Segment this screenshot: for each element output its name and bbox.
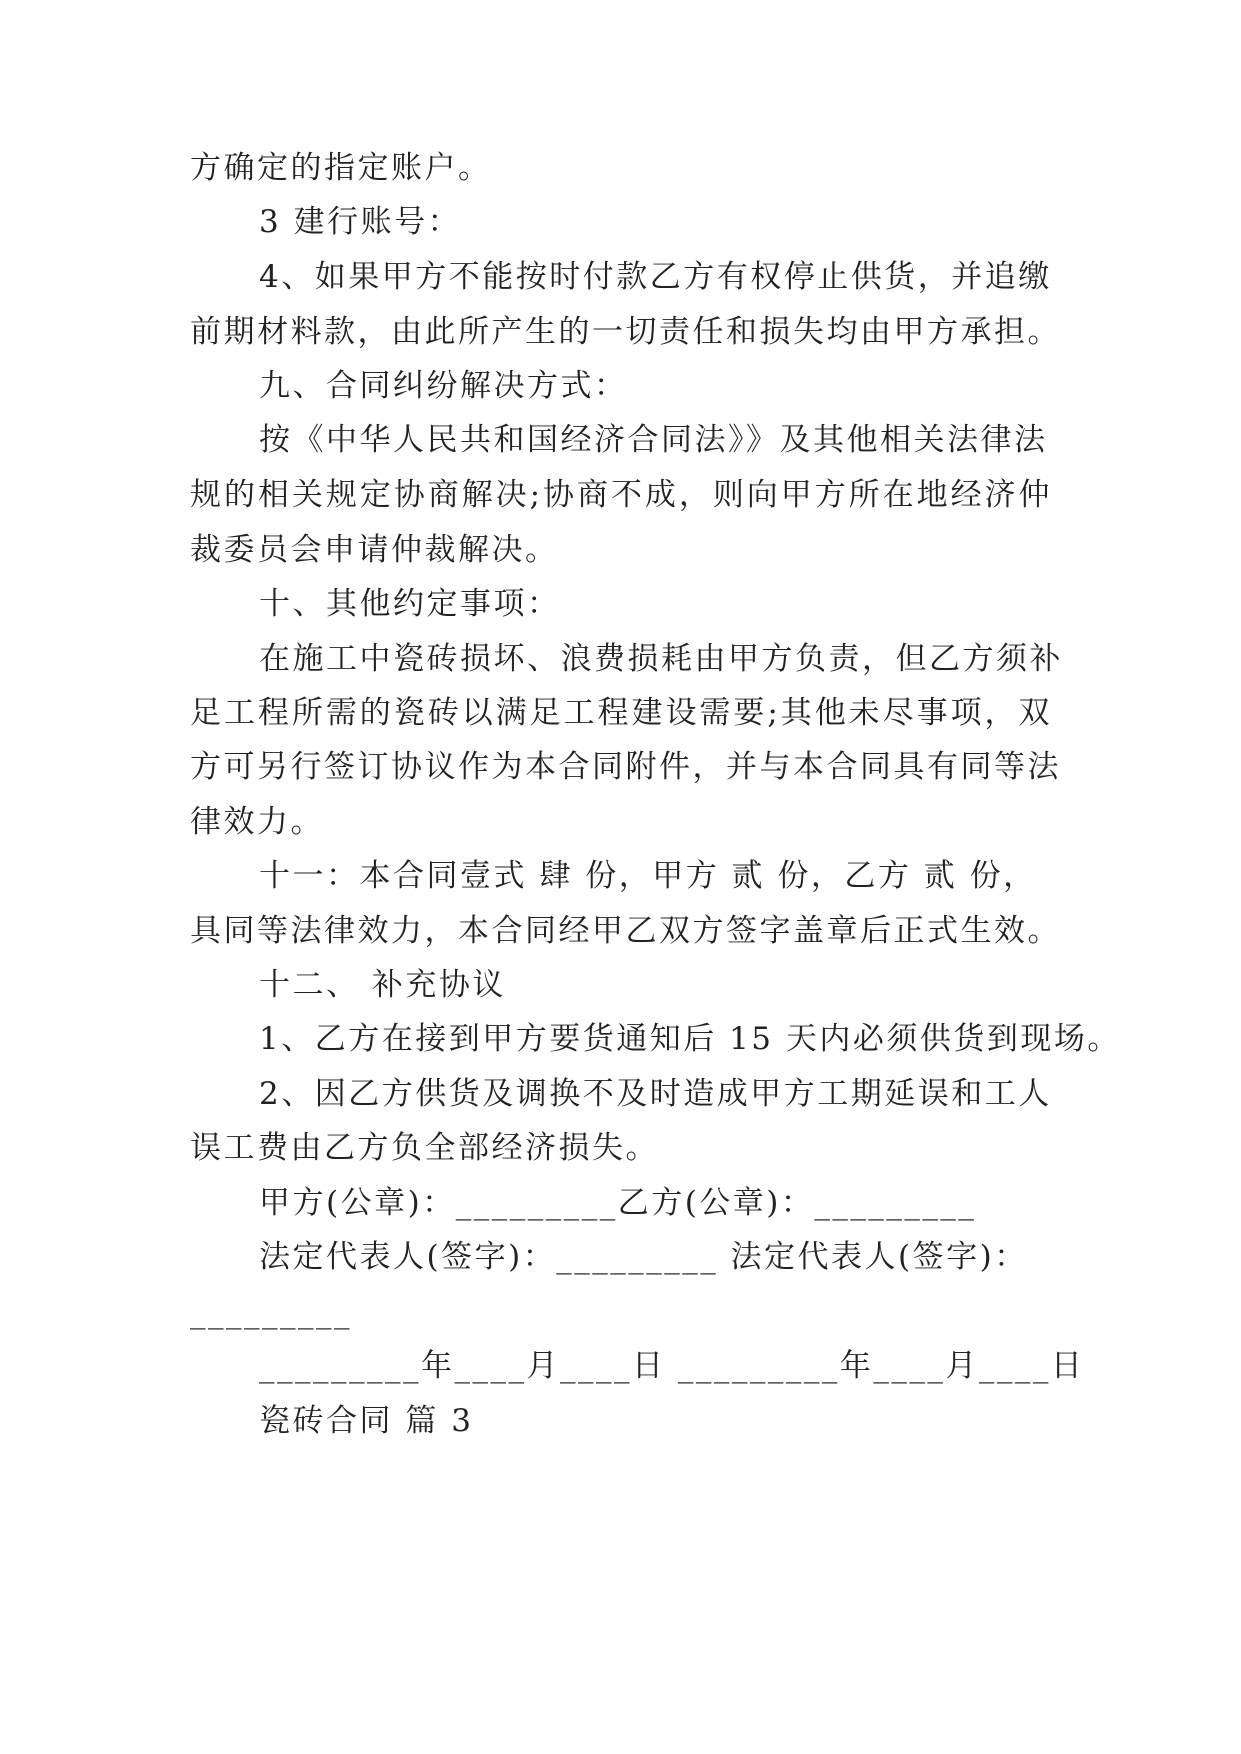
paragraph-line: 误工费由乙方负全部经济损失。: [190, 1130, 659, 1166]
paragraph-line: 具同等法律效力，本合同经甲乙双方签字盖章后正式生效。: [190, 913, 1061, 949]
paragraph-line: 律效力。: [190, 804, 324, 840]
paragraph-line: 1、乙方在接到甲方要货通知后 15 天内必须供货到现场。: [259, 1021, 1121, 1057]
paragraph-line: 按《中华人民共和国经济合同法》》及其他相关法律法: [259, 422, 1048, 458]
paragraph-line: 4、如果甲方不能按时付款乙方有权停止供货，并追缴: [259, 259, 1052, 295]
signature-seal-line: 甲方(公章)：_________乙方(公章)：_________: [259, 1185, 977, 1221]
section-heading: 十、其他约定事项：: [259, 586, 561, 622]
paragraph-line: 规的相关规定协商解决;协商不成，则向甲方所在地经济仲: [190, 477, 1052, 513]
section-heading: 十二、 补充协议: [259, 967, 506, 1003]
paragraph-line: 方确定的指定账户。: [190, 150, 492, 186]
paragraph-line: 在施工中瓷砖损坏、浪费损耗由甲方负责，但乙方须补: [259, 641, 1063, 677]
date-line: _________年____月____日 _________年____月____日: [259, 1348, 1085, 1384]
signature-blank: _________: [190, 1294, 352, 1330]
section-heading: 九、合同纠纷解决方式：: [259, 368, 628, 404]
paragraph-line: 2、因乙方供货及调换不及时造成甲方工期延误和工人: [259, 1076, 1052, 1112]
paragraph-line: 十一：本合同壹式 肆 份，甲方 贰 份，乙方 贰 份，: [259, 858, 1037, 894]
section-title: 瓷砖合同 篇 3: [259, 1403, 474, 1439]
paragraph-line: 裁委员会申请仲裁解决。: [190, 532, 559, 568]
paragraph-line: 方可另行签订协议作为本合同附件，并与本合同具有同等法: [190, 749, 1061, 785]
paragraph-line: 前期材料款，由此所产生的一切责任和损失均由甲方承担。: [190, 314, 1061, 350]
signature-representative-line: 法定代表人(签字)：_________ 法定代表人(签字)：: [259, 1239, 1028, 1275]
paragraph-line: 足工程所需的瓷砖以满足工程建设需要;其他未尽事项，双: [190, 695, 1052, 731]
paragraph-line: 3 建行账号：: [259, 204, 462, 240]
